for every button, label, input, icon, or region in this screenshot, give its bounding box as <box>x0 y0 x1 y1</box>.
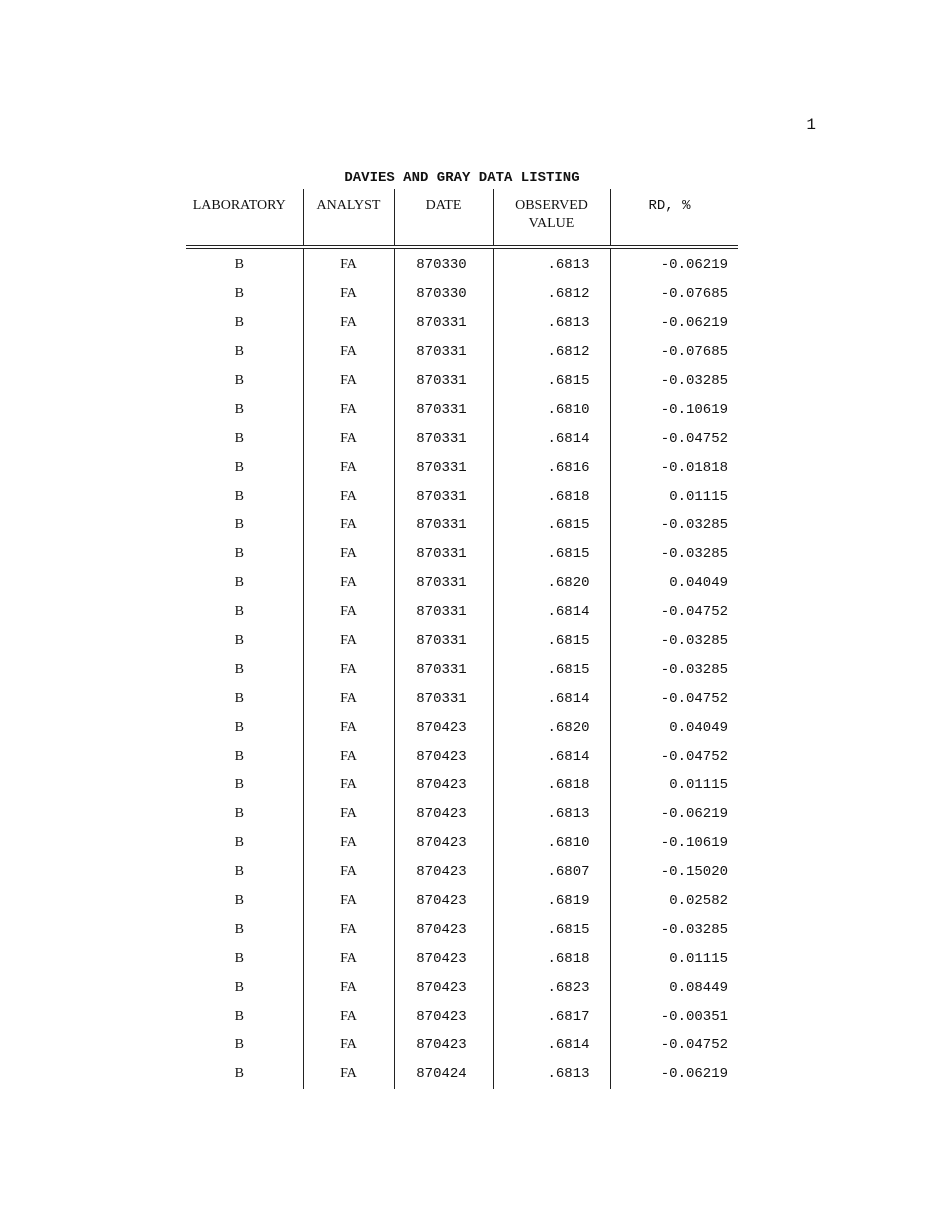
date-cell: 870331 <box>394 655 493 684</box>
observed-value-cell: .6807 <box>493 858 610 887</box>
analyst-cell: FA <box>303 569 394 598</box>
rd-percent-cell: -0.03285 <box>610 915 738 944</box>
observed-value-cell: .6814 <box>493 598 610 627</box>
date-cell: 870423 <box>394 742 493 771</box>
observed-value-cell: .6815 <box>493 540 610 569</box>
table-header <box>186 189 738 247</box>
analyst-cell: FA <box>303 915 394 944</box>
laboratory-cell: B <box>234 1066 244 1082</box>
observed-value-cell: .6815 <box>493 915 610 944</box>
rd-percent-cell: -0.03285 <box>610 655 738 684</box>
date-cell: 870331 <box>394 684 493 713</box>
analyst-cell: FA <box>303 247 394 280</box>
rd-percent-cell: -0.04752 <box>610 424 738 453</box>
laboratory-cell: B <box>234 488 244 504</box>
header-observed-value <box>493 189 610 247</box>
table-row <box>186 247 738 280</box>
observed-value-cell: .6812 <box>493 338 610 367</box>
observed-value-cell: .6816 <box>493 453 610 482</box>
header-observed-line2: VALUE <box>528 216 575 231</box>
analyst-cell: FA <box>303 453 394 482</box>
date-cell: 870331 <box>394 482 493 511</box>
rd-percent-cell: -0.15020 <box>610 858 738 887</box>
date-cell: 870423 <box>394 713 493 742</box>
laboratory-cell: B <box>234 401 244 417</box>
rd-percent-cell: 0.02582 <box>610 887 738 916</box>
rd-percent-cell: 0.04049 <box>610 569 738 598</box>
analyst-cell: FA <box>303 944 394 973</box>
date-cell: 870331 <box>394 598 493 627</box>
laboratory-cell: B <box>234 517 244 533</box>
rd-percent-cell: -0.06219 <box>610 309 738 338</box>
date-cell: 870423 <box>394 829 493 858</box>
header-observed-line1: OBSERVED <box>515 198 588 213</box>
analyst-cell: FA <box>303 858 394 887</box>
observed-value-cell: .6810 <box>493 829 610 858</box>
observed-value-cell: .6813 <box>493 309 610 338</box>
observed-value-cell: .6814 <box>493 684 610 713</box>
observed-value-cell: .6814 <box>493 424 610 453</box>
table-row <box>186 280 738 309</box>
rd-percent-cell: -0.04752 <box>610 684 738 713</box>
observed-value-cell: .6818 <box>493 482 610 511</box>
analyst-cell: FA <box>303 887 394 916</box>
rd-percent-cell: -0.06219 <box>610 247 738 280</box>
date-cell: 870423 <box>394 771 493 800</box>
table-row <box>186 482 738 511</box>
analyst-cell: FA <box>303 482 394 511</box>
analyst-cell: FA <box>303 627 394 656</box>
table-body <box>186 247 738 1089</box>
observed-value-cell: .6812 <box>493 280 610 309</box>
date-cell: 870331 <box>394 424 493 453</box>
laboratory-cell: B <box>234 286 244 302</box>
laboratory-cell: B <box>234 459 244 475</box>
data-listing-table <box>186 189 738 1089</box>
laboratory-cell: B <box>234 893 244 909</box>
laboratory-cell: B <box>234 864 244 880</box>
table-row <box>186 540 738 569</box>
rd-percent-cell: -0.03285 <box>610 511 738 540</box>
table-row <box>186 655 738 684</box>
date-cell: 870423 <box>394 1002 493 1031</box>
table-row <box>186 1031 738 1060</box>
analyst-cell: FA <box>303 742 394 771</box>
observed-value-cell: .6815 <box>493 367 610 396</box>
laboratory-cell: B <box>234 257 244 273</box>
table-row <box>186 367 738 396</box>
observed-value-cell: .6814 <box>493 742 610 771</box>
rd-percent-cell: -0.10619 <box>610 395 738 424</box>
table-title: DAVIES AND GRAY DATA LISTING <box>344 170 580 186</box>
table-row <box>186 309 738 338</box>
date-cell: 870331 <box>394 569 493 598</box>
table-row <box>186 453 738 482</box>
rd-percent-cell: -0.06219 <box>610 800 738 829</box>
date-cell: 870331 <box>394 540 493 569</box>
analyst-cell: FA <box>303 280 394 309</box>
laboratory-cell: B <box>234 546 244 562</box>
laboratory-cell: B <box>234 719 244 735</box>
laboratory-cell: B <box>234 315 244 331</box>
observed-value-cell: .6818 <box>493 944 610 973</box>
observed-value-cell: .6815 <box>493 627 610 656</box>
rd-percent-cell: -0.06219 <box>610 1060 738 1089</box>
observed-value-cell: .6814 <box>493 1031 610 1060</box>
date-cell: 870423 <box>394 887 493 916</box>
table-row <box>186 771 738 800</box>
table-row <box>186 944 738 973</box>
table-row <box>186 887 738 916</box>
page-number: 1 <box>806 116 816 134</box>
laboratory-cell: B <box>234 604 244 620</box>
rd-percent-cell: 0.01115 <box>610 944 738 973</box>
analyst-cell: FA <box>303 511 394 540</box>
date-cell: 870423 <box>394 858 493 887</box>
observed-value-cell: .6820 <box>493 569 610 598</box>
rd-percent-cell: -0.04752 <box>610 1031 738 1060</box>
table-row <box>186 829 738 858</box>
header-row <box>186 189 738 247</box>
rd-percent-cell: -0.03285 <box>610 627 738 656</box>
table-row <box>186 338 738 367</box>
observed-value-cell: .6823 <box>493 973 610 1002</box>
table-row <box>186 511 738 540</box>
table-row <box>186 858 738 887</box>
analyst-cell: FA <box>303 1002 394 1031</box>
analyst-cell: FA <box>303 309 394 338</box>
laboratory-cell: B <box>234 777 244 793</box>
rd-percent-cell: -0.04752 <box>610 742 738 771</box>
rd-percent-cell: -0.07685 <box>610 280 738 309</box>
date-cell: 870330 <box>394 280 493 309</box>
date-cell: 870423 <box>394 800 493 829</box>
laboratory-cell: B <box>234 950 244 966</box>
analyst-cell: FA <box>303 771 394 800</box>
date-cell: 870330 <box>394 247 493 280</box>
date-cell: 870423 <box>394 973 493 1002</box>
laboratory-cell: B <box>234 575 244 591</box>
rd-percent-cell: 0.01115 <box>610 771 738 800</box>
observed-value-cell: .6817 <box>493 1002 610 1031</box>
laboratory-cell: B <box>234 373 244 388</box>
analyst-cell: FA <box>303 800 394 829</box>
date-cell: 870331 <box>394 309 493 338</box>
analyst-cell: FA <box>303 684 394 713</box>
laboratory-cell: B <box>234 835 244 851</box>
laboratory-cell: B <box>234 806 244 822</box>
rd-percent-cell: -0.03285 <box>610 540 738 569</box>
laboratory-cell: B <box>234 979 244 995</box>
analyst-cell: FA <box>303 1031 394 1060</box>
rd-percent-cell: -0.10619 <box>610 829 738 858</box>
observed-value-cell: .6813 <box>493 247 610 280</box>
analyst-cell: FA <box>303 829 394 858</box>
table-row <box>186 684 738 713</box>
date-cell: 870424 <box>394 1060 493 1089</box>
table-row <box>186 569 738 598</box>
analyst-cell: FA <box>303 540 394 569</box>
table-row <box>186 1060 738 1089</box>
analyst-cell: FA <box>303 655 394 684</box>
date-cell: 870331 <box>394 367 493 396</box>
rd-percent-cell: -0.00351 <box>610 1002 738 1031</box>
analyst-cell: FA <box>303 1060 394 1089</box>
analyst-cell: FA <box>303 424 394 453</box>
analyst-cell: FA <box>303 395 394 424</box>
observed-value-cell: .6815 <box>493 511 610 540</box>
table-row <box>186 915 738 944</box>
table-row <box>186 598 738 627</box>
rd-percent-cell: -0.03285 <box>610 367 738 396</box>
analyst-cell: FA <box>303 367 394 396</box>
date-cell: 870331 <box>394 338 493 367</box>
laboratory-cell: B <box>234 661 244 677</box>
laboratory-cell: B <box>234 1008 244 1024</box>
observed-value-cell: .6813 <box>493 1060 610 1089</box>
header-rd-percent: RD, % <box>610 189 738 247</box>
rd-percent-cell: -0.07685 <box>610 338 738 367</box>
analyst-cell: FA <box>303 973 394 1002</box>
observed-value-cell: .6813 <box>493 800 610 829</box>
table-row <box>186 973 738 1002</box>
date-cell: 870423 <box>394 1031 493 1060</box>
rd-percent-cell: 0.01115 <box>610 482 738 511</box>
date-cell: 870331 <box>394 627 493 656</box>
laboratory-cell: B <box>234 344 244 360</box>
table-row <box>186 395 738 424</box>
rd-percent-cell: -0.01818 <box>610 453 738 482</box>
date-cell: 870331 <box>394 511 493 540</box>
header-laboratory: LABORATORY <box>186 189 303 247</box>
table-row <box>186 627 738 656</box>
observed-value-cell: .6818 <box>493 771 610 800</box>
laboratory-cell: B <box>234 921 244 937</box>
observed-value-cell: .6810 <box>493 395 610 424</box>
date-cell: 870331 <box>394 395 493 424</box>
analyst-cell: FA <box>303 598 394 627</box>
table-row <box>186 424 738 453</box>
laboratory-cell: B <box>234 430 244 446</box>
date-cell: 870423 <box>394 944 493 973</box>
laboratory-cell: B <box>234 748 244 764</box>
table-row <box>186 1002 738 1031</box>
rd-percent-cell: -0.04752 <box>610 598 738 627</box>
table-row <box>186 800 738 829</box>
analyst-cell: FA <box>303 338 394 367</box>
header-analyst: ANALYST <box>303 189 394 247</box>
table-row <box>186 713 738 742</box>
date-cell: 870331 <box>394 453 493 482</box>
laboratory-cell: B <box>234 633 244 649</box>
analyst-cell: FA <box>303 713 394 742</box>
laboratory-cell: B <box>234 1037 244 1053</box>
observed-value-cell: .6815 <box>493 655 610 684</box>
laboratory-cell: B <box>234 690 244 706</box>
table-row <box>186 742 738 771</box>
rd-percent-cell: 0.08449 <box>610 973 738 1002</box>
observed-value-cell: .6820 <box>493 713 610 742</box>
date-cell: 870423 <box>394 915 493 944</box>
observed-value-cell: .6819 <box>493 887 610 916</box>
header-date: DATE <box>394 189 493 247</box>
rd-percent-cell: 0.04049 <box>610 713 738 742</box>
